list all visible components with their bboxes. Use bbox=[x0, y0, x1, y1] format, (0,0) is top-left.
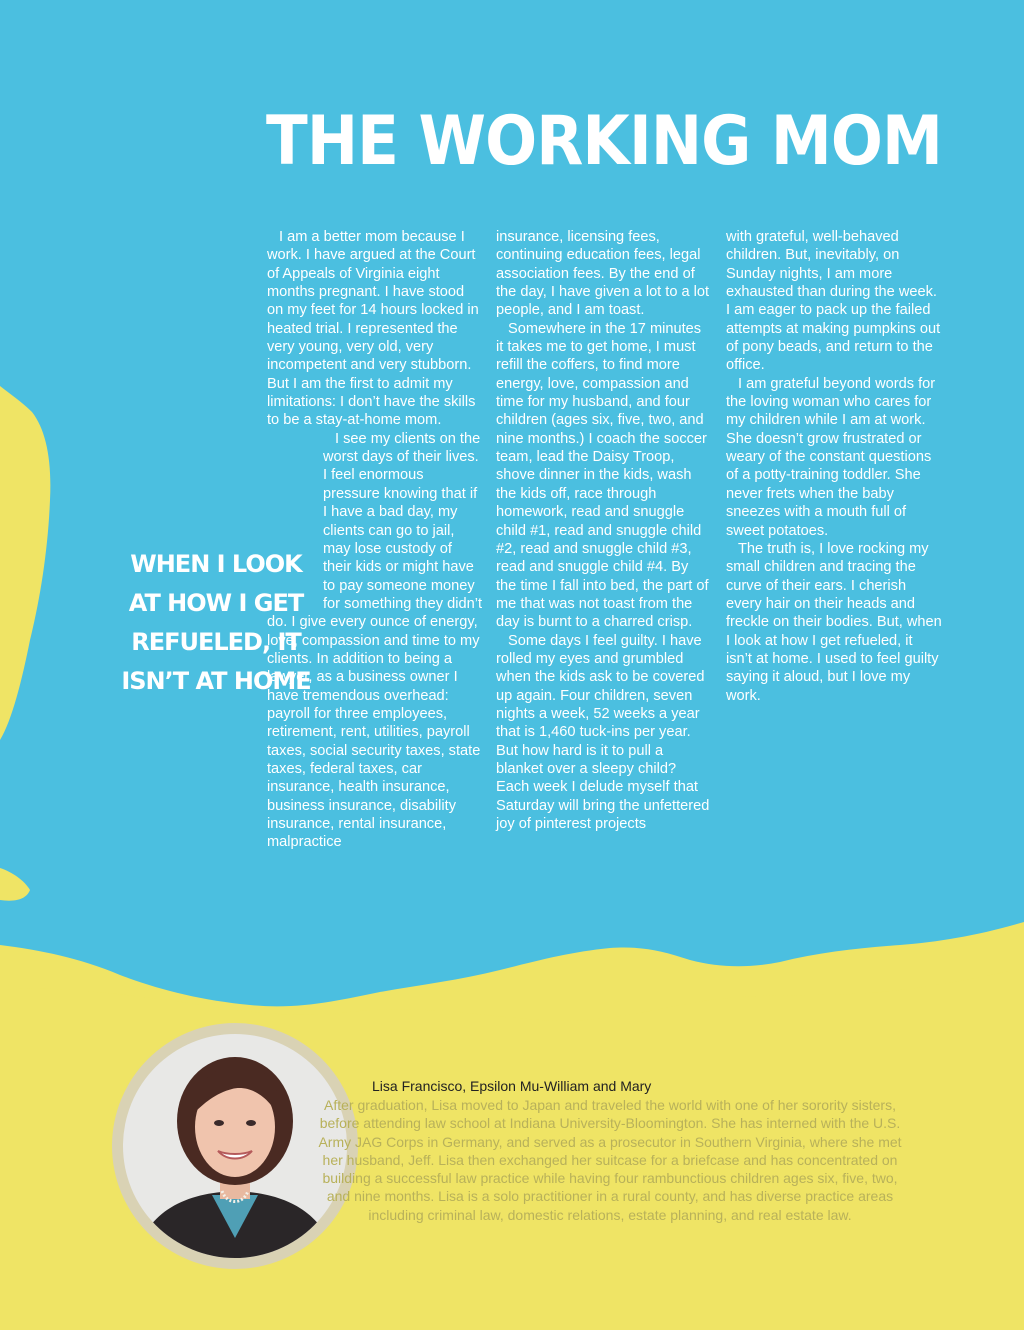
article-paragraph: I am grateful beyond words for the loving woman who cares for my children while I am at work. She doesn’t grow frustrated or weary of the constant questions of a potty-training toddler. She never frets when the baby sneezes with a mouth full of sweet potatoes. bbox=[726, 375, 936, 539]
article-paragraph: with grateful, well-behaved children. But, inevitably, on Sunday nights, I am more exhausted than during the week. I am eager to pack up the failed attempts at making pumpkins out of pony beads, and return to the office. bbox=[726, 229, 941, 374]
pull-quote-line: WHEN I LOOK bbox=[130, 550, 302, 578]
article-paragraph: The truth is, I love rocking my small children and tracing the curve of their ears. I cherish every hair on their heads and freckle on their bodies. But, when I look at how I get refueled, it isn’t at home. I used to feel guilty saying it aloud, but I love my work. bbox=[726, 540, 942, 704]
author-name: Lisa Francisco, Epsilon Mu-William and Mary bbox=[372, 1078, 652, 1094]
article-paragraph: Some days I feel guilty. I have rolled my eyes and grumbled when the kids ask to be covered up again. Four children, seven nights a week, 52 weeks a year that is 1,460 tuck-ins per year. But how hard is it to pull a blanket over a sleepy child? Each week I delude myself that Saturday will bring the unfettered joy of pinterest projects bbox=[496, 632, 710, 832]
article-column-3 bbox=[726, 228, 942, 705]
article-paragraph: I see my clients on the worst days of their lives. I feel enormous pressure knowing that if I have a bad day, my clients can go to jail, may lose custody of their kids or might have to pay someone money for something they didn’t do. I give every ounce of energy, love, compassion and time to my clients. In addition to being a lawyer, as a business owner I have tremendous overhead: payroll for three employees, retirement, rent, utilities, payroll taxes, social security taxes, state taxes, federal taxes, car insurance, health insurance, business insurance, disability insurance, rental insurance, malpractice bbox=[267, 430, 482, 851]
author-bio: After graduation, Lisa moved to Japan and traveled the world with one of her sorority sisters, before attending law school at Indiana University-Bloomington. She has interned with the U.S. Army JAG Corps in Germany, and served as a prosecutor in Southern Virginia, where she met her husband, Jeff. Lisa then exchanged her suitcase for a briefcase and has concentrated on building a successful law practice while having four rambunctious children ages six, five, two, and nine months. Lisa is a solo practitioner in a rural county, and has diverse practice areas including criminal law, domestic relations, estate planning, and real estate law. bbox=[318, 1097, 902, 1223]
article-paragraph: insurance, licensing fees, continuing education fees, legal association fees. By the end of the day, I have given a lot to a lot people, and I am toast. bbox=[496, 229, 710, 319]
pull-quote-line: AT HOW I GET bbox=[128, 589, 304, 617]
article-column-1 bbox=[267, 228, 482, 852]
article-paragraph: Somewhere in the 17 minutes it takes me to get home, I must refill the coffers, to find more energy, love, compassion and time for my husband, and four children (ages six, five, two, and nine months.) I coach the soccer team, lead the Daisy Troop, shove dinner in the kids, wash the kids off, race through homework, read and snuggle child #1, read and snuggle child #2, read and snuggle child #3, read and snuggle child #4. By the time I fall into bed, the part of me that was not toast from the day is burnt to a charred crisp. bbox=[496, 320, 709, 631]
yellow-paint-left-splash bbox=[0, 386, 50, 740]
pull-quote-line: ISN’T AT HOME bbox=[121, 667, 311, 695]
yellow-paint-left-drip bbox=[0, 868, 30, 901]
pull-quote-line: REFUELED, IT bbox=[131, 628, 301, 656]
article-column-2 bbox=[496, 228, 711, 833]
article-title: THE WORKING MOM bbox=[266, 102, 943, 181]
article-paragraph: I am a better mom because I work. I have argued at the Court of Appeals of Virginia eight months pregnant. I have stood on my feet for 14 hours locked in heated trial. I represented the very young, very old, very incompetent and very stubborn. But I am the first to admit my limitations: I don’t have the skills to be a stay-at-home mom. bbox=[267, 229, 479, 429]
pull-quote bbox=[116, 545, 316, 701]
